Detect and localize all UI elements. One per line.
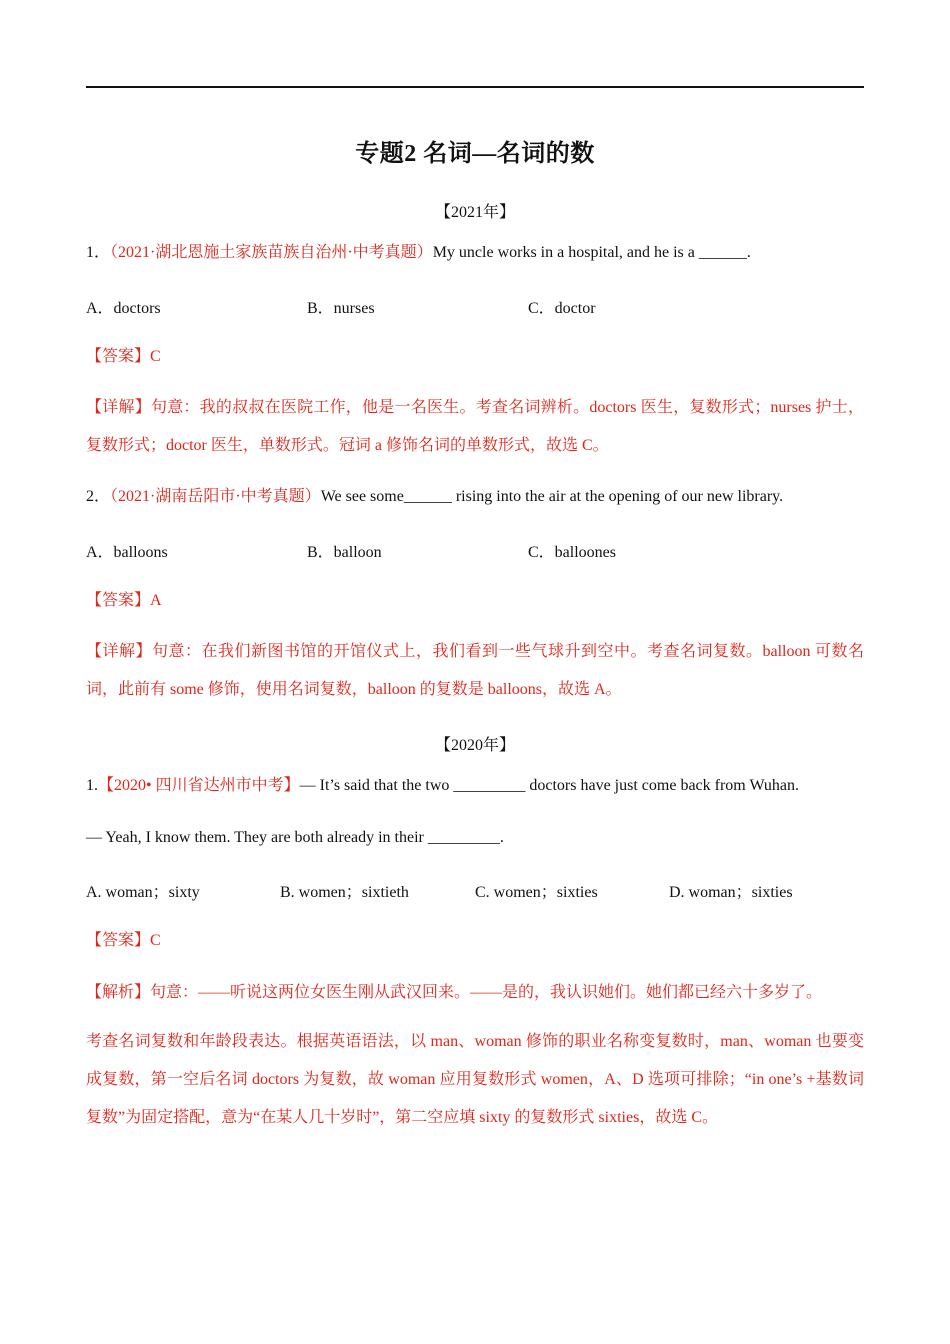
year-heading-2021: 【2021年】 xyxy=(434,204,515,221)
page-title: 专题2 名词—名词的数 xyxy=(355,141,595,167)
analysis-first-line: 【解析】句意：——听说这两位女医生刚从武汉回来。——是的，我认识她们。她们都已经六十多岁了。 xyxy=(86,984,823,1001)
question-number: 1. xyxy=(86,777,98,794)
explanation-paragraph: 【详解】句意：在我们新图书馆的开馆仪式上，我们看到一些气球升到空中。考查名词复数。balloon 可数名词，此前有 some 修饰，使用名词复数，balloon 的复数是 balloons，故选 A。 xyxy=(86,643,864,698)
question-2020-1-stem-line xyxy=(86,776,864,796)
option-a: A．doctors xyxy=(86,300,161,317)
question-source: 【2020• 四川省达州市中考】 xyxy=(98,777,300,794)
option-c: C．balloones xyxy=(528,544,616,561)
question-2-stem-line xyxy=(86,487,864,507)
header-rule xyxy=(86,86,864,88)
answer-label: 【答案】C xyxy=(86,932,161,949)
answer-label: 【答案】C xyxy=(86,348,161,365)
question-source: （2021·湖北恩施土家族苗族自治州·中考真题） xyxy=(110,244,433,261)
question-stem: My uncle works in a hospital, and he is a ______. xyxy=(432,244,751,261)
year-heading-2020: 【2020年】 xyxy=(434,737,515,754)
option-b: B. women；sixtieth xyxy=(280,884,409,901)
option-b: B．balloon xyxy=(307,544,382,561)
question-source: （2021·湖南岳阳市·中考真题） xyxy=(110,488,321,505)
question-1-stem-line xyxy=(86,243,864,263)
question-number: 2． xyxy=(86,488,111,505)
option-a: A．balloons xyxy=(86,544,168,561)
question-number: 1． xyxy=(86,244,111,261)
explanation-paragraph: 考查名词复数和年龄段表达。根据英语语法，以 man、woman 修饰的职业名称变复数时，man、woman 也要变成复数，第一空后名词 doctors 为复数，故 woman 应用复数形式 women，A、D 选项可排除；“in one’s +基数词复数”为固定搭配，意为“在某人几十岁时”，第二空应填 sixty 的复数形式 sixties，故选 C。 xyxy=(86,1033,864,1126)
option-c: C. women；sixties xyxy=(475,884,598,901)
question-stem-line-2: — Yeah, I know them. They are both already in their _________. xyxy=(86,829,504,846)
question-stem: We see some______ rising into the air at the opening of our new library. xyxy=(320,488,784,505)
answer-label: 【答案】A xyxy=(86,592,162,609)
option-c: C．doctor xyxy=(528,300,596,317)
option-b: B．nurses xyxy=(307,300,375,317)
explanation-paragraph: 【详解】句意：我的叔叔在医院工作，他是一名医生。考查名词辨析。doctors 医生，复数形式；nurses 护士，复数形式；doctor 医生，单数形式。冠词 a 修饰名词的单数形式，故选 C。 xyxy=(86,399,864,454)
option-d: D. woman；sixties xyxy=(669,884,793,901)
question-stem: — It’s said that the two _________ doctors have just come back from Wuhan. xyxy=(299,777,800,794)
option-a: A. woman；sixty xyxy=(86,884,200,901)
